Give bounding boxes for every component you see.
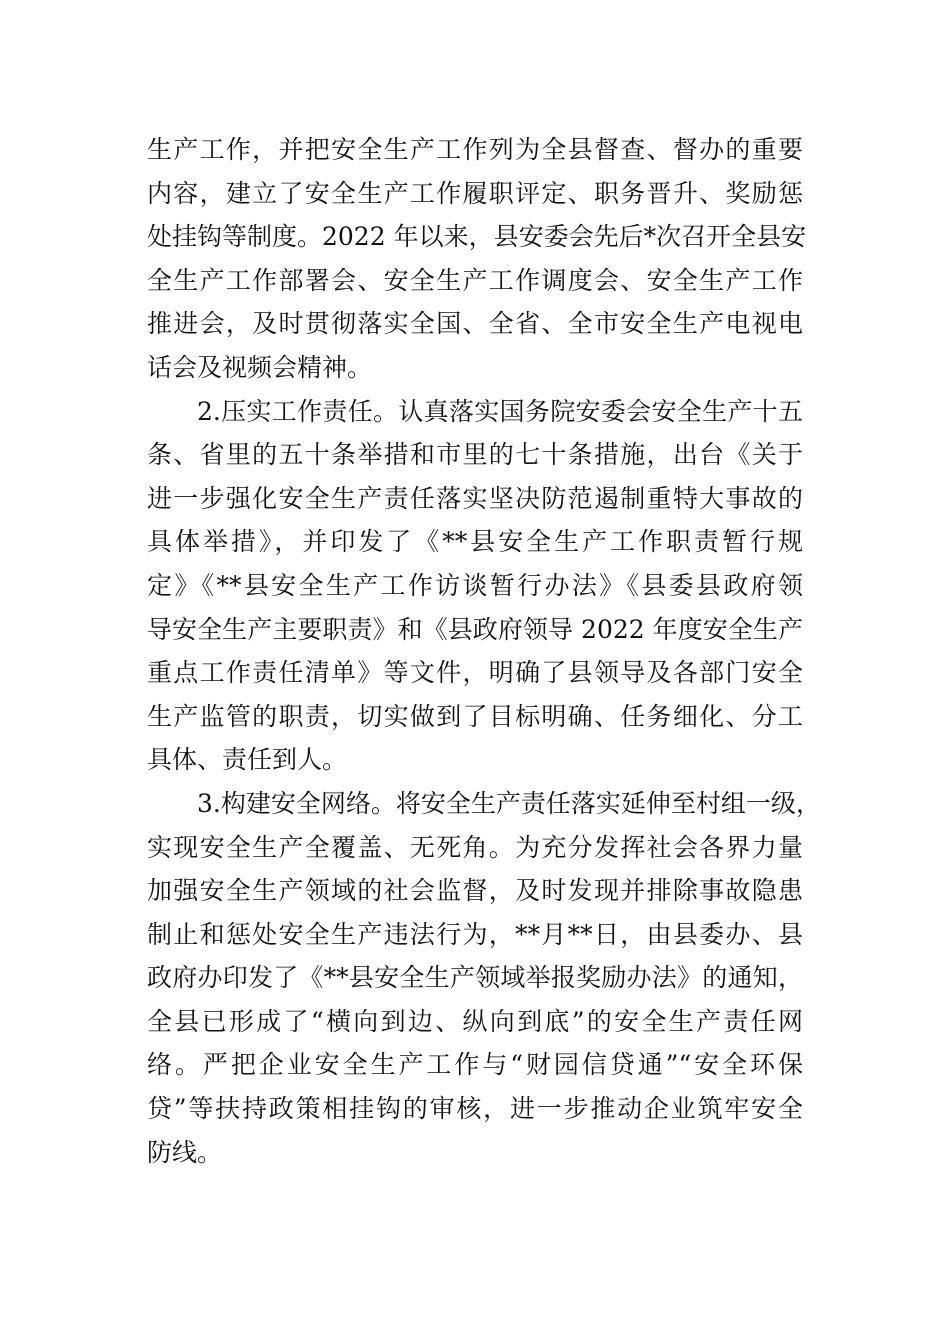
text-line: 政府办印发了《**县安全生产领域举报奖励办法》的通知， (147, 963, 803, 993)
text-line: 推进会，及时贯彻落实全国、全省、全市安全生产电视电 (147, 309, 803, 339)
text-line: 实现安全生产全覆盖、无死角。为充分发挥社会各界力量 (147, 832, 803, 862)
text-line: 生产监管的职责，切实做到了目标明确、任务细化、分工 (147, 701, 803, 731)
text-line: 全县已形成了“横向到边、纵向到底”的安全生产责任网 (147, 1006, 803, 1036)
text-line: 3.构建安全网络。将安全生产责任落实延伸至村组一级， (197, 788, 821, 818)
text-line: 生产工作，并把安全生产工作列为全县督查、督办的重要 (147, 135, 803, 164)
text-line: 处挂钩等制度。2022 年以来，县安委会先后*次召开全县安 (147, 222, 807, 252)
text-line: 定》《**县安全生产工作访谈暂行办法》《县委县政府领 (147, 570, 803, 600)
text-line: 进一步强化安全生产责任落实坚决防范遏制重特大事故的 (147, 483, 803, 513)
text-line: 加强安全生产领域的社会监督，及时发现并排除事故隐患 (147, 876, 803, 906)
text-line: 防线。 (147, 1137, 223, 1167)
text-line: 重点工作责任清单》等文件，明确了县领导及各部门安全 (147, 658, 803, 688)
text-line: 制止和惩处安全生产违法行为，**月**日，由县委办、县 (147, 919, 803, 949)
text-line: 全生产工作部署会、安全生产工作调度会、安全生产工作 (147, 265, 803, 295)
text-line: 条、省里的五十条举措和市里的七十条措施，出台《关于 (147, 440, 803, 470)
text-line: 具体举措》，并印发了《**县安全生产工作职责暂行规 (147, 527, 803, 557)
text-line: 具体、责任到人。 (147, 745, 348, 775)
text-line: 导安全生产主要职责》和《县政府领导 2022 年度安全生产 (147, 614, 803, 644)
text-line: 络。严把企业安全生产工作与“财园信贷通”“安全环保 (147, 1050, 803, 1080)
text-line: 内容，建立了安全生产工作履职评定、职务晋升、奖励惩 (147, 178, 803, 208)
text-line: 贷”等扶持政策相挂钩的审核，进一步推动企业筑牢安全 (147, 1094, 803, 1124)
text-line: 2.压实工作责任。认真落实国务院安委会安全生产十五 (197, 396, 803, 426)
text-line: 话会及视频会精神。 (147, 352, 373, 382)
document-body (147, 128, 821, 1174)
